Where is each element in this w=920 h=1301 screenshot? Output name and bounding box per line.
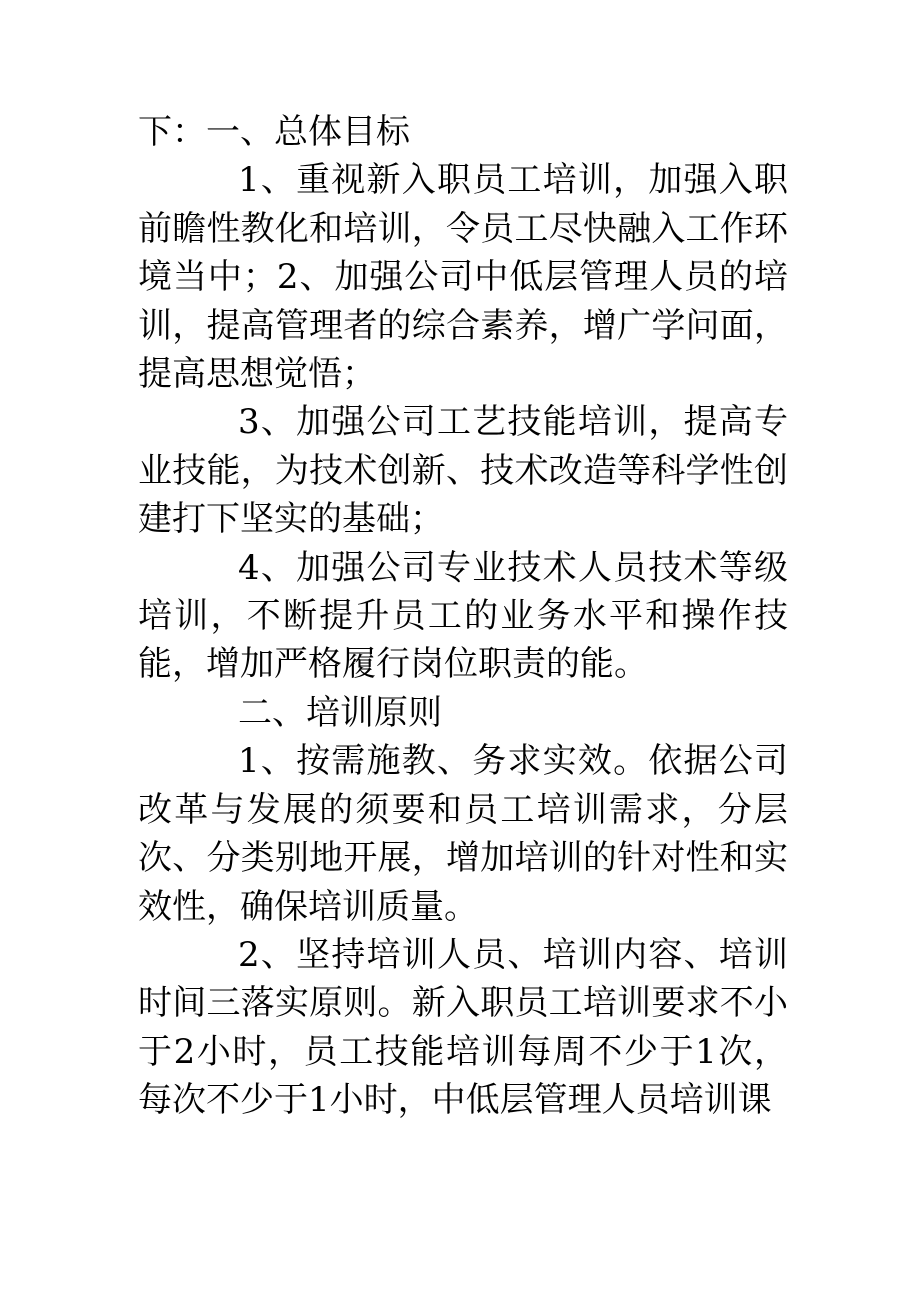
paragraph-principle-1: 1、按需施教、务求实效。依据公司改革与发展的须要和员工培训需求，分层次、分类别地开展，增加培训的针对性和实效性，确保培训质量。 bbox=[138, 741, 788, 927]
paragraph-heading-overall-goals: 下：一、总体目标 bbox=[138, 112, 410, 152]
paragraph-goal-3: 3、加强公司工艺技能培训，提高专业技能，为技术创新、技术改造等科学性创建打下坚实的基础； bbox=[138, 402, 788, 540]
paragraph-heading-training-principles: 二、培训原则 bbox=[238, 692, 442, 733]
document-body bbox=[138, 108, 788, 1125]
paragraph-goal-1-2: 1、重视新入职员工培训，加强入职前瞻性教化和培训，令员工尽快融入工作环境当中；2、加强公司中低层管理人员的培训，提高管理者的综合素养，增广学问面，提高思想觉悟； bbox=[138, 160, 788, 395]
paragraph-goal-4: 4、加强公司专业技术人员技术等级培训，不断提升员工的业务水平和操作技能，增加严格履行岗位职责的能。 bbox=[138, 547, 788, 685]
paragraph-principle-2: 2、坚持培训人员、培训内容、培训时间三落实原则。新入职员工培训要求不小于2小时，员工技能培训每周不少于1次，每次不少于1小时，中低层管理人员培训课 bbox=[138, 934, 788, 1121]
